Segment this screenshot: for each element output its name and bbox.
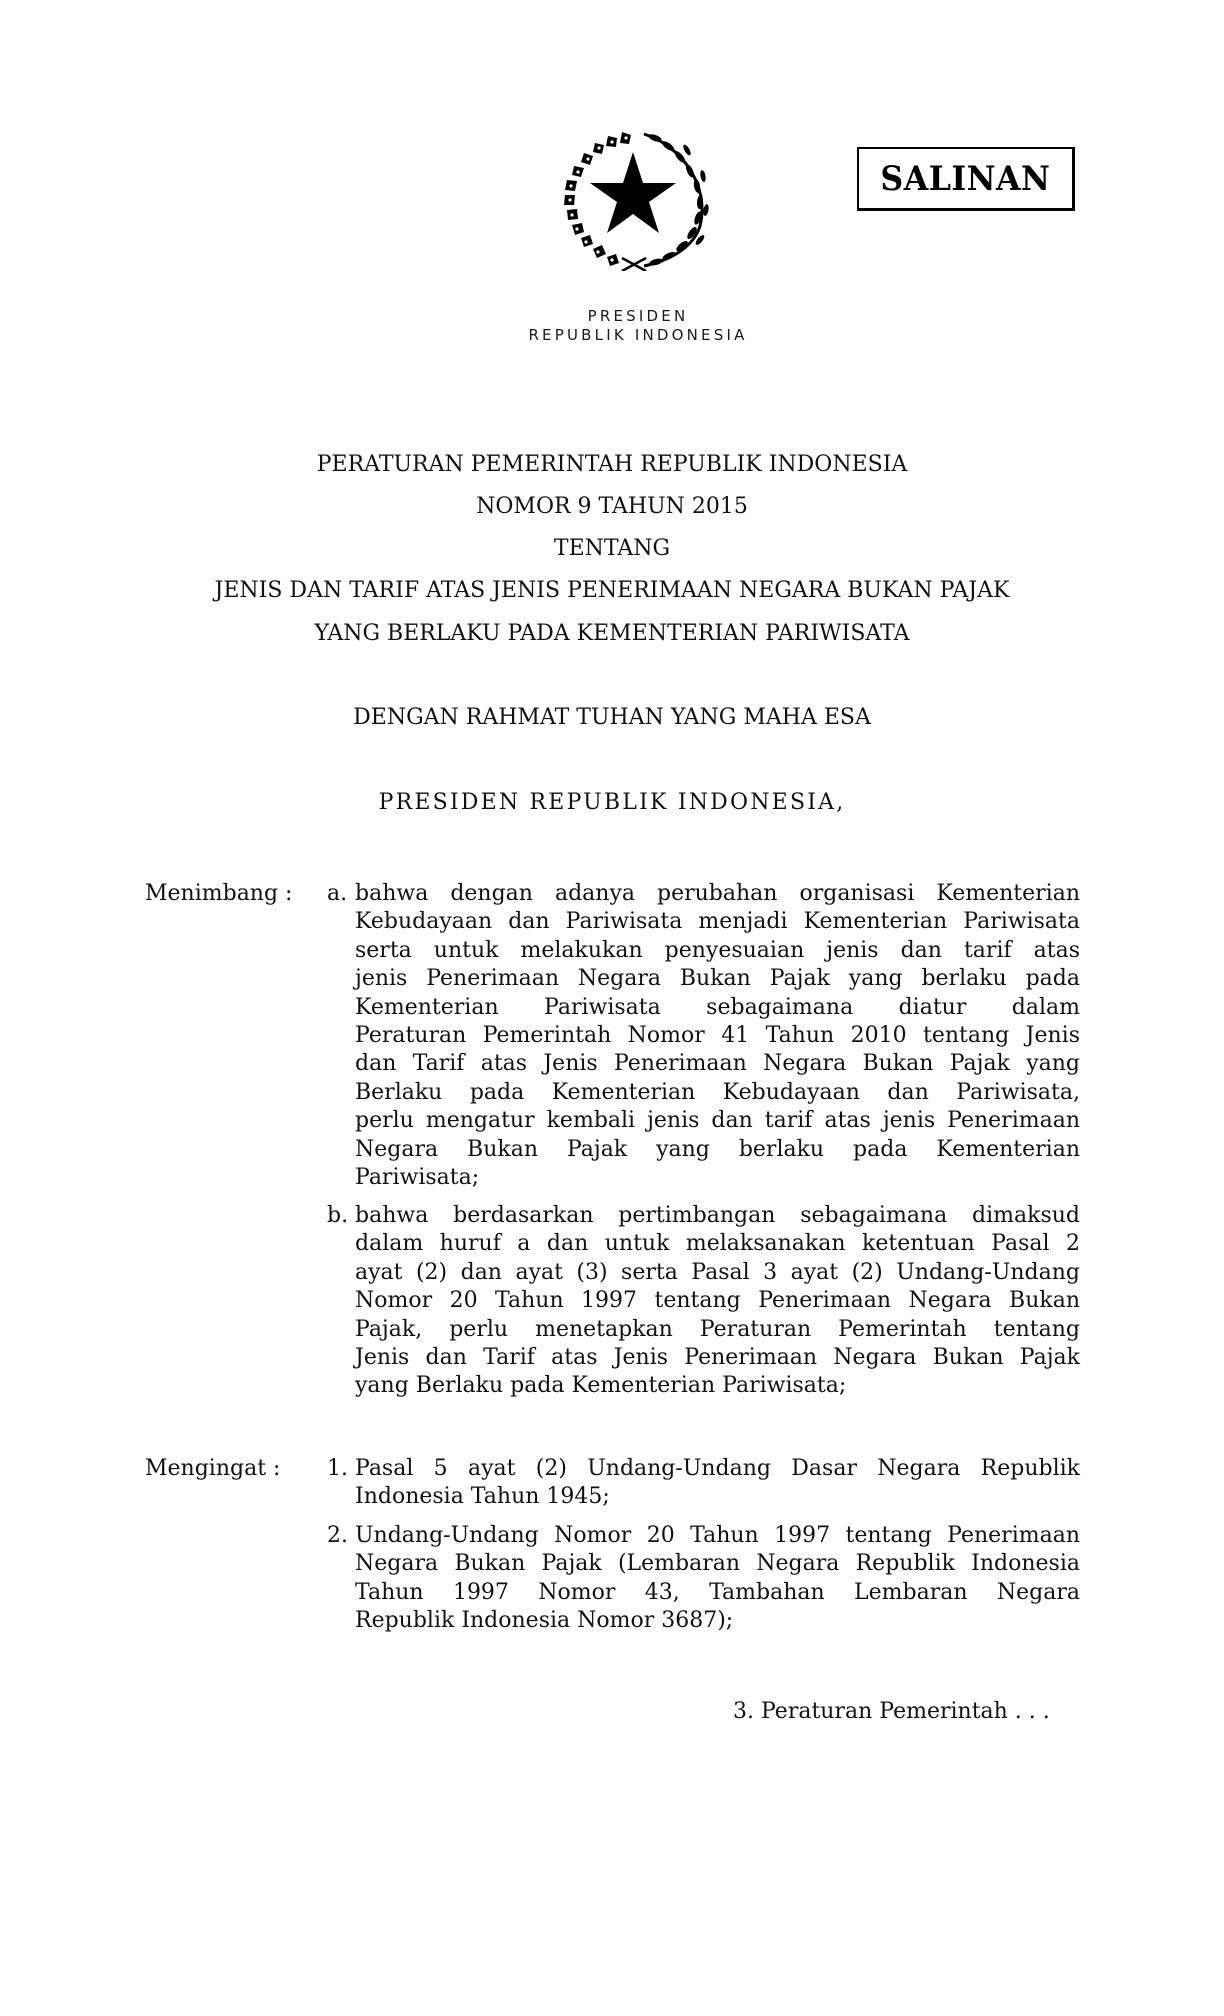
title-line-regulation: PERATURAN PEMERINTAH REPUBLIK INDONESIA [316,452,908,477]
text-line: Kementerian Pariwisata sebagaimana diatur dalam [355,994,1080,1020]
issuer: PRESIDEN REPUBLIK INDONESIA, [378,790,846,815]
text-line: Tahun 1997 Nomor 43, Tambahan Lembaran Negara [355,1579,1080,1605]
text-line: dan Tarif atas Jenis Penerimaan Negara Bukan Pajak yang [355,1051,1080,1077]
text-line: Berlaku pada Kementerian Kebudayaan dan Pariwisata, [355,1079,1080,1105]
mengingat-label: Mengingat : [145,1456,281,1481]
text-line: serta untuk melakukan penyesuaian jenis dan tarif atas [355,937,1080,963]
text-line: Peraturan Pemerintah Nomor 41 Tahun 2010 tentang Jenis [355,1022,1080,1048]
title-line-subject-1: JENIS DAN TARIF ATAS JENIS PENERIMAAN NEGARA BUKAN PAJAK [214,578,1010,603]
mengingat-item-2 [355,1522,1080,1636]
text-line: Negara Bukan Pajak yang berlaku pada Kementerian [355,1136,1080,1162]
menimbang-item-b [355,1202,1080,1401]
text-line: Negara Bukan Pajak (Lembaran Negara Republik Indonesia [355,1551,1080,1577]
text-line: Pajak, perlu menetapkan Peraturan Pemerintah tentang [355,1316,1080,1342]
title-line-number: NOMOR 9 TAHUN 2015 [476,494,748,519]
salinan-stamp [857,147,1075,211]
text-line: ayat (2) dan ayat (3) serta Pasal 3 ayat (2) Undang-Undang [355,1259,1080,1285]
menimbang-marker-b: b. [327,1203,349,1228]
text-line: perlu mengatur kembali jenis dan tarif atas jenis Penerimaan [355,1108,1080,1134]
menimbang-label: Menimbang : [145,881,293,906]
text-line: Indonesia Tahun 1945; [355,1484,610,1510]
seal-caption-republic: REPUBLIK INDONESIA [528,326,748,344]
mengingat-item-1 [355,1455,1080,1512]
text-line: jenis Penerimaan Negara Bukan Pajak yang berlaku pada [355,966,1080,992]
invocation: DENGAN RAHMAT TUHAN YANG MAHA ESA [353,705,871,730]
title-line-subject-2: YANG BERLAKU PADA KEMENTERIAN PARIWISATA [314,621,910,646]
menimbang-marker-a: a. [327,881,348,906]
text-line: Undang-Undang Nomor 20 Tahun 1997 tentang Penerimaan [355,1523,1080,1548]
presidential-emblem-icon [560,126,710,271]
text-line: dalam huruf a dan untuk melaksanakan ketentuan Pasal 2 [355,1231,1080,1257]
text-line: Republik Indonesia Nomor 3687); [355,1608,734,1634]
menimbang-item-a [355,880,1080,1192]
page-continuation: 3. Peraturan Pemerintah . . . [733,1699,1050,1724]
text-line: Jenis dan Tarif atas Jenis Penerimaan Negara Bukan Pajak [355,1344,1080,1370]
text-line: bahwa dengan adanya perubahan organisasi Kementerian [355,881,1080,906]
text-line: Pasal 5 ayat (2) Undang-Undang Dasar Negara Republik [355,1456,1080,1481]
text-line: Kebudayaan dan Pariwisata menjadi Kementerian Pariwisata [355,909,1080,935]
text-line: Nomor 20 Tahun 1997 tentang Penerimaan Negara Bukan [355,1288,1080,1314]
text-line: Pariwisata; [355,1164,480,1190]
mengingat-marker-2: 2. [327,1523,348,1548]
text-line: yang Berlaku pada Kementerian Pariwisata; [355,1373,847,1399]
text-line: bahwa berdasarkan pertimbangan sebagaimana dimaksud [355,1203,1080,1228]
seal-caption-president: PRESIDEN [587,307,689,325]
mengingat-marker-1: 1. [327,1456,348,1481]
salinan-label: SALINAN [880,158,1051,199]
title-line-about: TENTANG [553,536,671,561]
